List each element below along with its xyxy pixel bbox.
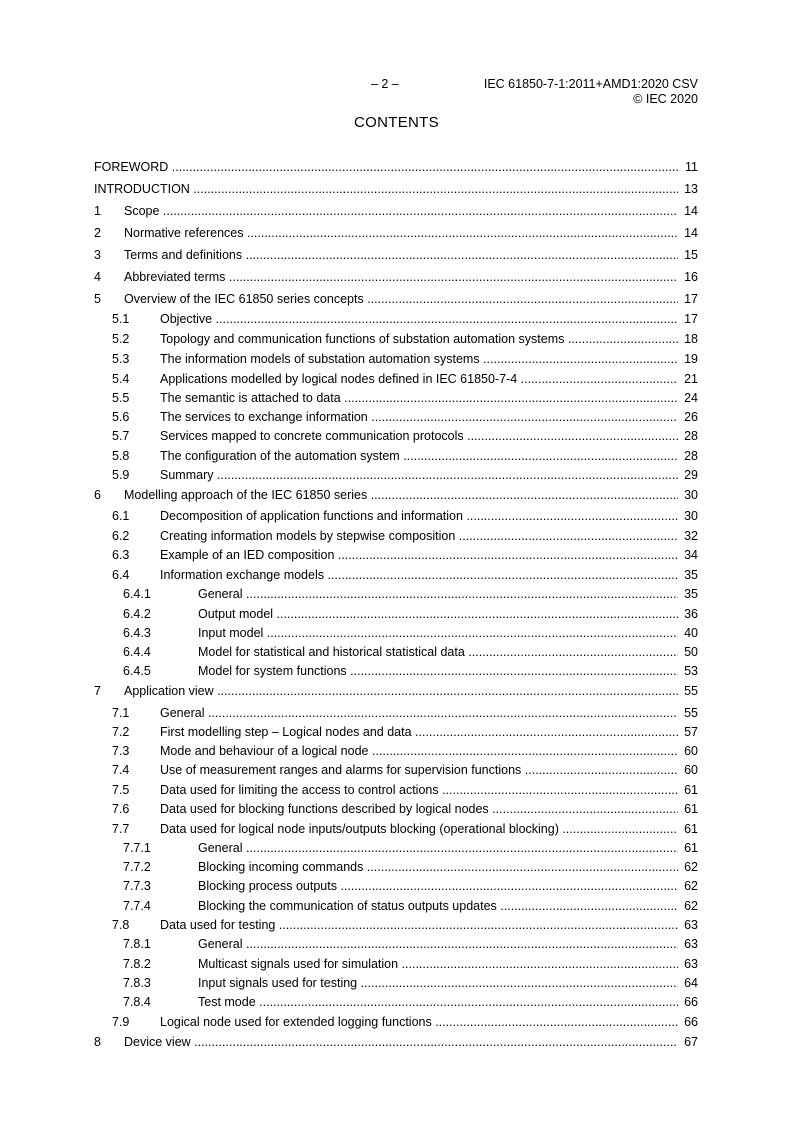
toc-entry[interactable]: [94, 203, 698, 219]
toc-entry-number: 5: [94, 292, 101, 306]
toc-entry[interactable]: [94, 975, 698, 991]
toc-entry-title: Applications modelled by logical nodes defined in IEC 61850-7-4 .....: [160, 371, 678, 387]
toc-entry-page: 61: [684, 841, 698, 855]
toc-entry[interactable]: [94, 547, 698, 563]
toc-entry[interactable]: [94, 994, 698, 1010]
toc-entry-number: 7.3: [112, 744, 130, 758]
toc-entry-number: 5.1: [112, 312, 130, 326]
toc-entry-page: 30: [684, 509, 698, 523]
toc-entry[interactable]: [94, 508, 698, 524]
toc-entry[interactable]: [94, 1014, 698, 1030]
toc-entry-page: 32: [684, 529, 698, 543]
toc-entry[interactable]: [94, 644, 698, 660]
toc-entry[interactable]: [94, 782, 698, 798]
toc-entry-page: 55: [684, 684, 698, 698]
toc-entry-title: Blocking incoming commands .....: [198, 859, 678, 875]
toc-entry-number: 5.8: [112, 449, 130, 463]
toc-entry-title: Model for system functions .....: [198, 663, 678, 679]
toc-entry-page: 53: [684, 664, 698, 678]
toc-entry-title: Objective .....: [160, 311, 678, 327]
toc-entry-title: Topology and communication functions of substation automation systems .....: [160, 331, 678, 347]
toc-entry[interactable]: [94, 724, 698, 740]
toc-entry-page: 55: [684, 706, 698, 720]
toc-entry-title: General .....: [160, 705, 678, 721]
toc-entry-number: 6.4.1: [123, 587, 151, 601]
toc-entry-page: 17: [684, 292, 698, 306]
toc-entry-number: 3: [94, 248, 101, 262]
standard-designation: IEC 61850-7-1:2011+AMD1:2020 CSV: [483, 77, 698, 91]
toc-entry-title: Test mode .....: [198, 994, 678, 1010]
toc-entry-page: 57: [684, 725, 698, 739]
toc-entry-title: Scope .....: [124, 203, 678, 219]
toc-entry-title: Input signals used for testing .....: [198, 975, 678, 991]
toc-entry-page: 64: [684, 976, 698, 990]
toc-entry[interactable]: [94, 956, 698, 972]
toc-entry-title: FOREWORD .....: [94, 159, 678, 175]
toc-entry-title: Output model .....: [198, 606, 678, 622]
toc-entry[interactable]: [94, 311, 698, 327]
toc-entry-title: First modelling step – Logical nodes and data .....: [160, 724, 678, 740]
toc-entry[interactable]: [94, 269, 698, 285]
toc-entry-title: Multicast signals used for simulation .....: [198, 956, 678, 972]
toc-entry-number: 7.7: [112, 822, 130, 836]
toc-entry-title: Application view .....: [124, 683, 678, 699]
toc-entry-page: 63: [684, 957, 698, 971]
toc-entry-page: 14: [684, 226, 698, 240]
toc-entry-number: 6.2: [112, 529, 130, 543]
toc-entry-number: 5.9: [112, 468, 130, 482]
toc-entry-page: 66: [684, 995, 698, 1009]
toc-entry-number: 7.9: [112, 1015, 130, 1029]
toc-entry-page: 63: [684, 918, 698, 932]
copyright-notice: © IEC 2020: [633, 92, 698, 106]
toc-entry-title: The information models of substation automation systems .....: [160, 351, 678, 367]
toc-entry[interactable]: [94, 331, 698, 347]
toc-entry-page: 35: [684, 587, 698, 601]
toc-entry-page: 29: [684, 468, 698, 482]
toc-entry[interactable]: [94, 743, 698, 759]
toc-entry-title: Data used for limiting the access to control actions .....: [160, 782, 678, 798]
toc-entry-page: 34: [684, 548, 698, 562]
toc-entry[interactable]: [94, 663, 698, 679]
toc-entry[interactable]: [94, 390, 698, 406]
toc-entry[interactable]: [94, 247, 698, 263]
toc-entry-page: 15: [684, 248, 698, 262]
toc-entry-number: 5.2: [112, 332, 130, 346]
toc-entry-number: 7.5: [112, 783, 130, 797]
toc-entry-title: Data used for testing .....: [160, 917, 678, 933]
toc-entry-page: 35: [684, 568, 698, 582]
toc-entry-page: 30: [684, 488, 698, 502]
toc-entry-number: 6.4.5: [123, 664, 151, 678]
toc-entry[interactable]: [94, 428, 698, 444]
toc-entry-title: Data used for logical node inputs/outputs blocking (operational blocking) .....: [160, 821, 678, 837]
toc-entry-page: 14: [684, 204, 698, 218]
toc-entry-title: INTRODUCTION .....: [94, 181, 678, 197]
toc-entry-title: Decomposition of application functions and information .....: [160, 508, 678, 524]
toc-entry-page: 11: [685, 160, 698, 174]
toc-entry-title: Modelling approach of the IEC 61850 series .....: [124, 487, 678, 503]
toc-entry-page: 18: [684, 332, 698, 346]
toc-entry[interactable]: [94, 936, 698, 952]
toc-entry-number: 7.7.1: [123, 841, 151, 855]
toc-entry[interactable]: [94, 606, 698, 622]
toc-entry[interactable]: [94, 878, 698, 894]
toc-entry-number: 6.4.4: [123, 645, 151, 659]
toc-entry-number: 7.8: [112, 918, 130, 932]
toc-entry-title: Normative references .....: [124, 225, 678, 241]
toc-entry[interactable]: [94, 1034, 698, 1050]
toc-entry-page: 61: [684, 783, 698, 797]
toc-entry[interactable]: [94, 898, 698, 914]
toc-entry[interactable]: [94, 762, 698, 778]
toc-entry-number: 5.3: [112, 352, 130, 366]
toc-entry-number: 7.8.1: [123, 937, 151, 951]
toc-entry-number: 7.2: [112, 725, 130, 739]
toc-entry-page: 62: [684, 879, 698, 893]
toc-entry-title: The services to exchange information .....: [160, 409, 678, 425]
toc-entry-page: 63: [684, 937, 698, 951]
toc-entry-title: Blocking process outputs .....: [198, 878, 678, 894]
toc-entry-title: Terms and definitions .....: [124, 247, 678, 263]
toc-entry-number: 5.4: [112, 372, 130, 386]
toc-entry[interactable]: [94, 448, 698, 464]
toc-entry-number: 8: [94, 1035, 101, 1049]
toc-entry-number: 4: [94, 270, 101, 284]
toc-entry-title: Abbreviated terms .....: [124, 269, 678, 285]
toc-entry-title: Services mapped to concrete communication protocols .....: [160, 428, 678, 444]
toc-entry[interactable]: [94, 181, 698, 197]
toc-entry-title: Overview of the IEC 61850 series concepts .....: [124, 291, 678, 307]
toc-entry-title: Information exchange models .....: [160, 567, 678, 583]
toc-entry-title: Data used for blocking functions described by logical nodes .....: [160, 801, 678, 817]
toc-entry-number: 5.7: [112, 429, 130, 443]
page-number: – 2 –: [371, 77, 399, 91]
toc-entry-page: 28: [684, 449, 698, 463]
toc-entry-title: Blocking the communication of status outputs updates .....: [198, 898, 678, 914]
toc-entry[interactable]: [94, 467, 698, 483]
toc-entry-page: 21: [684, 372, 698, 386]
toc-entry[interactable]: [94, 840, 698, 856]
toc-entry-number: 5.6: [112, 410, 130, 424]
toc-entry-title: Input model .....: [198, 625, 678, 641]
toc-entry-number: 7: [94, 684, 101, 698]
toc-entry-title: Model for statistical and historical statistical data .....: [198, 644, 678, 660]
toc-entry-page: 19: [684, 352, 698, 366]
toc-entry-number: 7.6: [112, 802, 130, 816]
toc-entry[interactable]: [94, 487, 698, 503]
toc-entry-number: 7.1: [112, 706, 130, 720]
toc-entry[interactable]: [94, 859, 698, 875]
toc-entry[interactable]: [94, 351, 698, 367]
toc-entry-title: Device view .....: [124, 1034, 678, 1050]
toc-entry-number: 7.7.3: [123, 879, 151, 893]
page-title: CONTENTS: [354, 114, 439, 131]
toc-entry-page: 40: [684, 626, 698, 640]
toc-entry[interactable]: [94, 291, 698, 307]
toc-entry-number: 7.8.4: [123, 995, 151, 1009]
toc-entry-title: Mode and behaviour of a logical node .....: [160, 743, 678, 759]
toc-entry-title: General .....: [198, 840, 678, 856]
toc-entry-page: 36: [684, 607, 698, 621]
toc-entry[interactable]: [94, 371, 698, 387]
toc-entry-number: 2: [94, 226, 101, 240]
toc-entry-title: General .....: [198, 586, 678, 602]
toc-entry-title: The configuration of the automation system .....: [160, 448, 678, 464]
toc-entry-page: 62: [684, 899, 698, 913]
toc-entry-page: 67: [684, 1035, 698, 1049]
toc-entry-number: 7.7.2: [123, 860, 151, 874]
toc-entry-number: 6.4.2: [123, 607, 151, 621]
toc-entry-page: 62: [684, 860, 698, 874]
toc-entry[interactable]: [94, 917, 698, 933]
toc-entry-number: 6.3: [112, 548, 130, 562]
toc-entry-number: 1: [94, 204, 101, 218]
toc-entry[interactable]: [94, 528, 698, 544]
toc-entry-title: General .....: [198, 936, 678, 952]
toc-entry[interactable]: [94, 705, 698, 721]
toc-entry[interactable]: [94, 409, 698, 425]
toc-entry-title: Creating information models by stepwise composition .....: [160, 528, 678, 544]
toc-entry[interactable]: [94, 821, 698, 837]
toc-entry-number: 6.4: [112, 568, 130, 582]
toc-entry-number: 7.8.3: [123, 976, 151, 990]
toc-entry-number: 6.4.3: [123, 626, 151, 640]
toc-entry-number: 7.8.2: [123, 957, 151, 971]
toc-entry-title: The semantic is attached to data .....: [160, 390, 678, 406]
toc-entry-number: 7.7.4: [123, 899, 151, 913]
toc-entry-page: 16: [684, 270, 698, 284]
toc-entry[interactable]: [94, 567, 698, 583]
toc-entry-page: 61: [684, 802, 698, 816]
toc-entry-number: 5.5: [112, 391, 130, 405]
toc-entry-number: 6: [94, 488, 101, 502]
toc-entry-page: 17: [684, 312, 698, 326]
toc-entry-page: 26: [684, 410, 698, 424]
toc-entry[interactable]: [94, 625, 698, 641]
toc-entry-number: 6.1: [112, 509, 130, 523]
toc-entry[interactable]: [94, 801, 698, 817]
toc-entry-page: 61: [684, 822, 698, 836]
toc-entry[interactable]: [94, 225, 698, 241]
toc-entry-title: Example of an IED composition .....: [160, 547, 678, 563]
toc-entry[interactable]: [94, 683, 698, 699]
toc-entry-title: Summary .....: [160, 467, 678, 483]
toc-entry-page: 24: [684, 391, 698, 405]
toc-entry[interactable]: [94, 159, 698, 175]
toc-entry-page: 66: [684, 1015, 698, 1029]
toc-entry-page: 60: [684, 763, 698, 777]
toc-entry-page: 60: [684, 744, 698, 758]
toc-entry-page: 50: [684, 645, 698, 659]
toc-entry-page: 13: [684, 182, 698, 196]
toc-entry-page: 28: [684, 429, 698, 443]
toc-entry-title: Use of measurement ranges and alarms for supervision functions .....: [160, 762, 678, 778]
toc-entry[interactable]: [94, 586, 698, 602]
toc-entry-title: Logical node used for extended logging functions .....: [160, 1014, 678, 1030]
toc-entry-number: 7.4: [112, 763, 130, 777]
